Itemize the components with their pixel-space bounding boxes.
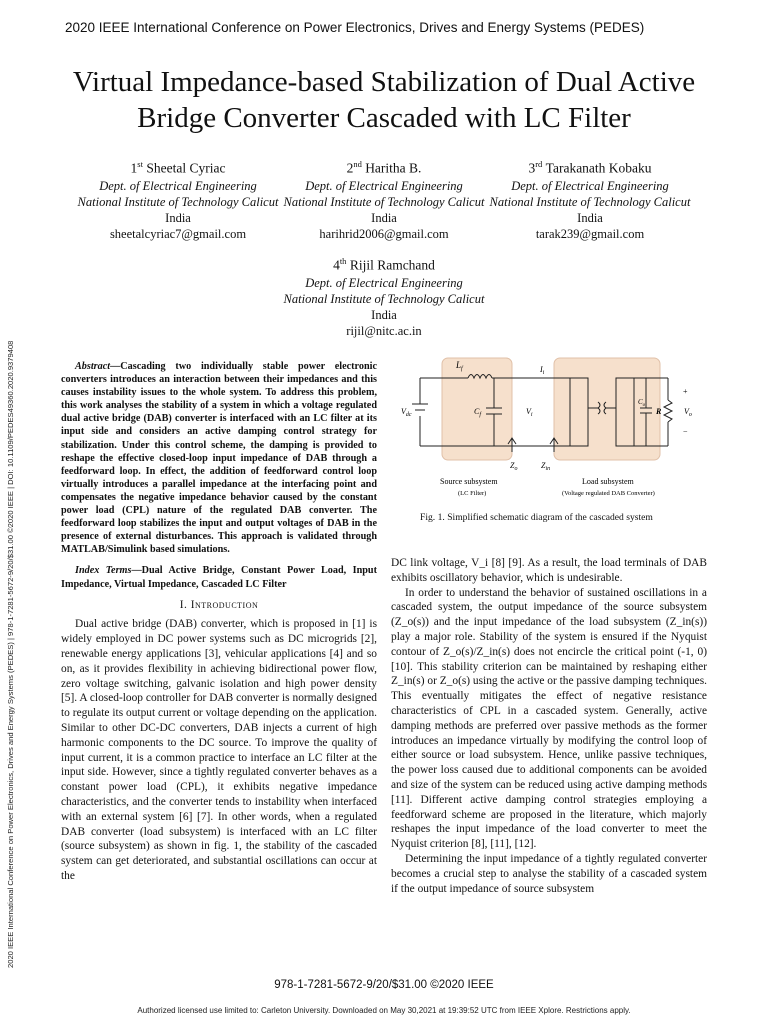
author-inst: National Institute of Technology Calicut [283, 194, 485, 209]
author-4 [264, 253, 504, 339]
author-country: India [577, 210, 603, 225]
authorized-notice: Authorized licensed use limited to: Carleton University. Downloaded on May 30,2021 at 19:39:52 UTC from IEEE Xplore. Restrictions apply. [137, 1006, 631, 1015]
author-country: India [165, 210, 191, 225]
figure-1-caption: Fig. 1. Simplified schematic diagram of the cascaded system [420, 512, 653, 523]
author-dept: Dept. of Electrical Engineering [305, 178, 463, 193]
author-name: 3rd Tarakanath Kobaku [528, 159, 652, 176]
label-vi: $V_i$ [526, 407, 533, 418]
doi-sidebar: 2020 IEEE International Conference on Power Electronics, Drives and Energy Systems (PEDES) | 978-1-7281-5672-9/20/$31.00 ©2020 IEEE | DOI: 10.1109/PEDES49360.2020.9379408 [6, 340, 15, 968]
label-co: $C_o$ [638, 398, 646, 408]
author-dept: Dept. of Electrical Engineering [511, 178, 669, 193]
label-zin: $Z_{in}$ [541, 461, 551, 472]
intro-paragraph: Dual active bridge (DAB) converter, which is proposed in [1] is widely employed in DC power systems such as DC microgrids [2], renewable energy applications [3], vehicular applications [4] and so on, as it provides flexibility in achieving bidirectional power flow, zero voltage switching, galvanic isolation and high power density [5]. A closed-loop controller for DAB converter is normally designed to regulate its output current or voltage depending on the application. Similar to other DC-DC converters, DAB injects a current of high harmonic components to the DC source. To improve the quality of input current, it is a common practice to interface an LC filter at the input side. However, since a tightly regulated converter behaves as a constant power load (CPL), it exhibits negative impedance characteristics, and the converter tends to instability when interfaced with an external system [6] [7]. In other words, when a regulated DAB converter (load subsystem) is interfaced with an LC filter (source subsystem) as shown in fig. 1, the stability of the cascaded system can get deteriorated, and substantial oscillations can occur at the [61, 618, 377, 882]
author-inst: National Institute of Technology Calicut [489, 194, 691, 209]
label-cf: $C_f$ [474, 407, 482, 418]
label-ii: $I_i$ [540, 365, 545, 376]
right-column [391, 556, 707, 896]
source-subsystem-sub: (LC Filter) [458, 490, 487, 497]
author-name: 4th Rijil Ramchand [333, 256, 435, 273]
label-vo: $V_o$ [684, 407, 692, 418]
label-r: R [656, 407, 662, 416]
paper-title: Virtual Impedance-based Stabilization of Dual Active Bridge Converter Cascaded with LC Filter [72, 66, 696, 134]
author-name: 1st Sheetal Cyriac [130, 159, 226, 176]
author-email[interactable]: harihrid2006@gmail.com [319, 226, 449, 241]
right-paragraph-3: Determining the input impedance of a tightly regulated converter becomes a crucial step to analyse the stability of a cascaded system if the output impedance of source subsystem [391, 852, 707, 895]
label-minus: − [683, 427, 688, 436]
author-2 [264, 156, 504, 242]
left-column [61, 360, 377, 884]
figure-1-schematic [398, 356, 702, 506]
author-inst: National Institute of Technology Calicut [77, 194, 279, 209]
author-1 [58, 156, 298, 242]
author-country: India [371, 307, 397, 322]
schematic-svg [398, 356, 702, 506]
source-subsystem-label: Source subsystem [440, 477, 498, 486]
index-terms: Index Terms—Dual Active Bridge, Constant Power Load, Input Impedance, Virtual Impedance, Cascaded LC Filter [61, 565, 377, 590]
load-subsystem-sub: (Voltage regulated DAB Converter) [562, 490, 655, 497]
conference-header: 2020 IEEE International Conference on Power Electronics, Drives and Energy Systems (PEDES) [65, 20, 645, 35]
right-paragraph-1: DC link voltage, V_i [8] [9]. As a result, the load terminals of DAB exhibits oscillatory behavior, which is undesirable. [391, 557, 707, 584]
author-country: India [371, 210, 397, 225]
author-3 [470, 156, 710, 242]
author-inst: National Institute of Technology Calicut [283, 291, 485, 306]
author-dept: Dept. of Electrical Engineering [305, 275, 463, 290]
author-email[interactable]: sheetalcyriac7@gmail.com [109, 226, 247, 241]
load-subsystem-label: Load subsystem [582, 477, 634, 486]
author-name: 2nd Haritha B. [346, 159, 422, 176]
abstract: Abstract—Cascading two individually stable power electronic converters introduces an interaction between their impedances and this causes instability issues to the whole system. To address this problem, this work analyses the stability of a system in which a voltage regulated dual active bridge (DAB) converter is interfaced with an LC filter at its input side and considers an active damping control strategy for stabilization. Under this control scheme, the damping is provided to reshape the effective closed-loop input impedance of DAB through a feedforward loop. In effect, the addition of feedforward control loop virtually introduces a parallel impedance at the interfacing point and compensates the negative impedance behavior caused by the constant power load (CPL) nature of the regulated DAB converter. The feedforward loop stabilizes the input and output voltages of DAB in the presence of external disturbances. This approach is validated through MATLAB/Simulink based simulations. [61, 361, 377, 556]
page-footer: 978-1-7281-5672-9/20/$31.00 ©2020 IEEE [274, 979, 494, 991]
label-plus: + [683, 387, 688, 396]
label-vdc: $V_{dc}$ [401, 407, 412, 418]
author-email[interactable]: rijil@nitc.ac.in [346, 323, 422, 338]
label-lf: $L_f$ [456, 360, 463, 372]
author-dept: Dept. of Electrical Engineering [99, 178, 257, 193]
section-heading-introduction: I. Introduction [179, 598, 259, 611]
label-zo: $Z_o$ [510, 461, 518, 472]
author-email[interactable]: tarak239@gmail.com [535, 226, 645, 241]
right-paragraph-2: In order to understand the behavior of sustained oscillations in a cascaded system, the output impedance of the source subsystem (Z_o(s)) and the input impedance of the load subsystem (Z_in(s)) play a major role. Stability of the system is ensured if the Nyquist contour of Z_o(s)/Z_in(s) does not encircle the critical point (-1, 0) [10]. This stability criterion can be maintained by reshaping either Z_in(s) or Z_o(s) using the active or the passive damping techniques. This eventually mitigates the effect of negative resistance characteristics of CPL in a cascaded system. Generally, active damping methods are preferred over passive methods as the former introduces an impedance virtually by modifying the control loop of either source or load subsystem. Hence, unlike passive techniques, the power loss caused due to additional components can be avoided and size of the system can be reduced using active damping methods [11]. Different active damping control strategies employing a feedforward scheme are proposed in the literature, which majorly reshapes the input impedance of the load converter to meet the Nyquist criterion [8], [11], [12]. [391, 586, 708, 851]
